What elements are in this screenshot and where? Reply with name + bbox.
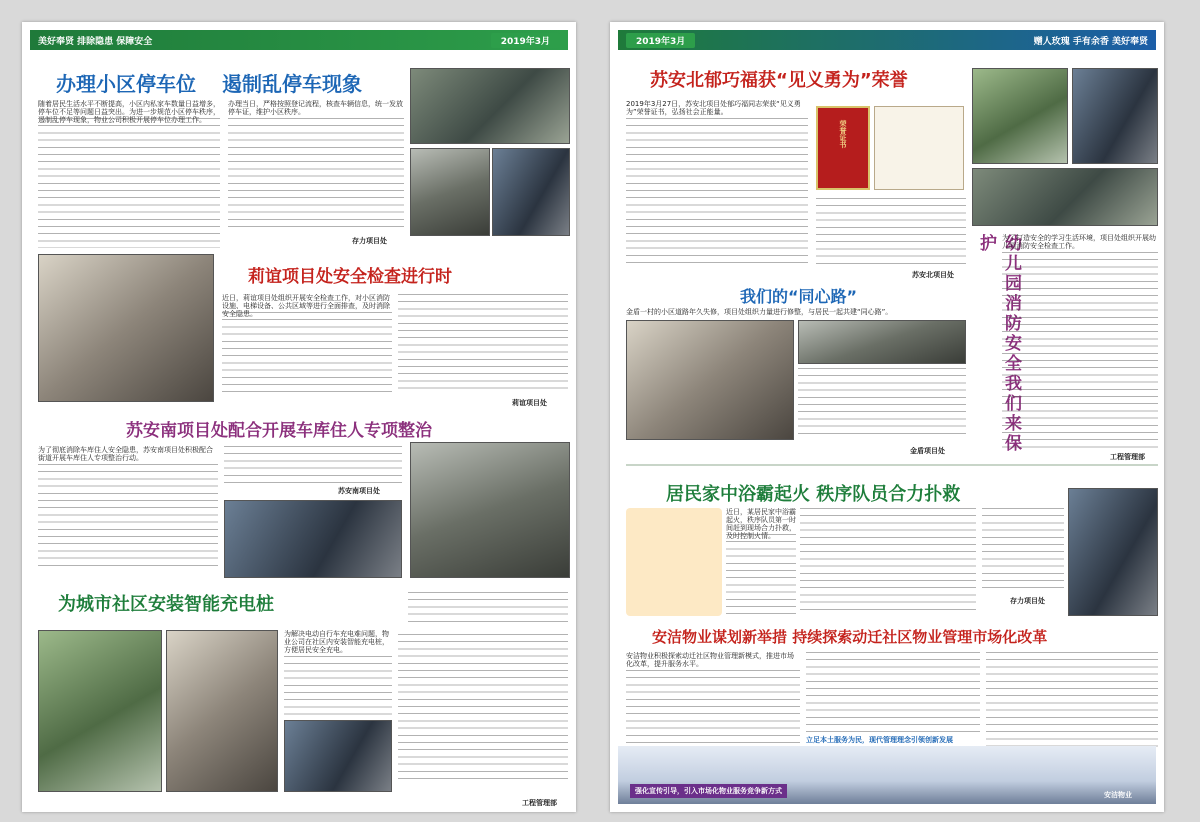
charging-photo-1: [38, 630, 162, 792]
article2-text: 近日，莉谊项目处组织开展安全检查工作，对小区消防设施、电梯设备、公共区域等进行全面排查，及时消除安全隐患。: [222, 294, 390, 318]
article4-title: 为城市社区安装智能充电桩: [58, 594, 274, 615]
left-header-slogan: 美好奉贤 排除隐患 保障安全: [38, 36, 153, 47]
charging-photo-2: [166, 630, 278, 792]
article3-text: 为了彻底消除车库住人安全隐患，苏安南项目处积极配合街道开展车库住人专项整治行动。: [38, 446, 213, 462]
right-article2-text: 金盾一村的小区道路年久失修，项目处组织力量进行修整，与居民一起共建“同心路”。: [626, 308, 893, 316]
article1-intro: 随着居民生活水平不断提高，小区内私家车数量日益增多，停车位不足等问题日益突出。为进一步规范小区停车秩序，遏制乱停车现象，物业公司积极开展停车位办理工作。: [38, 100, 220, 124]
kindergarten-photo-1: [972, 68, 1068, 164]
article1-body-lines: [38, 118, 220, 248]
kindergarten-photo-2: [1072, 68, 1158, 164]
right-article2-author: 金盾项目处: [910, 447, 945, 455]
right-article5-banner: 强化宣传引导，引入市场化物业服务竞争新方式: [630, 784, 787, 798]
article4-body-lines-2: [398, 634, 568, 784]
article2-title: 莉谊项目处安全检查进行时: [248, 267, 452, 287]
parking-photo-3: [492, 148, 570, 236]
right-article5-title: 安洁物业谋划新举措 持续探索动迁社区物业管理市场化改革: [652, 628, 1048, 646]
fire-rescue-photo: [1068, 488, 1158, 616]
right-article1-body-lines-2: [816, 198, 966, 268]
garage-photo-1: [224, 500, 402, 578]
right-article5-body-lines-2: [806, 652, 980, 732]
article4-text: 为解决电动自行车充电难问题，物业公司在社区内安装智能充电桩，方便居民安全充电。: [284, 630, 389, 654]
right-article3-text: 为了打造安全的学习生活环境，项目处组织开展幼儿园消防安全检查工作。: [1002, 234, 1156, 250]
honor-certificate-cover: [816, 106, 870, 190]
article2-author: 莉谊项目处: [512, 399, 547, 407]
article1-text2: 办理当日，严格按照登记流程，核查车辆信息，统一发放停车证，维护小区秩序。: [228, 100, 403, 116]
right-article5-subhead: 立足本土服务为民，现代管理理念引领创新发展: [806, 736, 953, 744]
fire-safety-cartoon: [626, 508, 722, 616]
parking-photo-1: [410, 68, 570, 144]
right-article5-body-lines-3: [986, 652, 1158, 752]
right-header-slogan: 赠人玫瑰 手有余香 美好奉贤: [1033, 36, 1148, 47]
article3-body-lines-2: [224, 446, 402, 486]
right-article3-author: 工程管理部: [1110, 453, 1145, 461]
right-article2-body-lines: [798, 368, 966, 440]
right-article2-title: 我们的“同心路”: [740, 287, 858, 306]
right-page-header: [618, 30, 1156, 50]
article2-body-lines-2: [398, 294, 568, 392]
right-article1-text: 2019年3月27日，苏安北项目处郁巧福同志荣获“见义勇为”荣誉证书，弘扬社会正能量。: [626, 100, 801, 116]
article4-author: 工程管理部: [522, 799, 557, 807]
right-article3-body-lines: [1002, 252, 1158, 452]
article2-body-lines: [222, 312, 392, 398]
article4-body-lines-top: [408, 592, 568, 628]
right-article4-text: 近日，某居民家中浴霸起火，秩序队员第一时间赶到现场合力扑救，及时控制火情。: [726, 508, 796, 540]
right-article5-author: 安洁物业: [1104, 791, 1132, 799]
cert-label: 荣誉证书: [839, 120, 847, 148]
article1-author: 存力项目处: [352, 237, 387, 245]
parking-photo-2: [410, 148, 490, 236]
right-article4-body-lines: [726, 534, 796, 614]
article1-title-part1: 办理小区停车位: [56, 72, 196, 96]
right-article4-body-lines-2: [800, 508, 976, 616]
right-article4-author: 存力项目处: [1010, 597, 1045, 605]
right-article4-title: 居民家中浴霸起火 秩序队员合力扑救: [666, 484, 961, 505]
article3-title: 苏安南项目处配合开展车库住人专项整治: [126, 421, 432, 441]
road-repair-photo-1: [626, 320, 794, 440]
article1-body-lines-2: [228, 118, 404, 230]
left-page-header: [30, 30, 568, 50]
right-article3-vertical-title: 幼儿园消防安全我们来保护: [976, 234, 1021, 454]
honor-certificate-page: [874, 106, 964, 190]
right-article1-author: 苏安北项目处: [912, 271, 954, 279]
right-article1-title: 苏安北郁巧福获“见义勇为”荣誉: [650, 70, 908, 91]
right-page: [610, 22, 1164, 812]
article4-body-lines: [284, 656, 392, 716]
article3-body-lines: [38, 464, 218, 572]
left-page: [22, 22, 576, 812]
left-header-date: 2019年3月: [491, 33, 560, 48]
kindergarten-photo-3: [972, 168, 1158, 226]
safety-check-photo: [38, 254, 214, 402]
right-header-date: 2019年3月: [626, 33, 695, 48]
article3-author: 苏安南项目处: [338, 487, 380, 495]
road-repair-photo-2: [798, 320, 966, 364]
article1-title-part2: 遏制乱停车现象: [222, 72, 362, 96]
right-article5-text: 安洁物业积极探索动迁社区物业管理新模式，推进市场化改革，提升服务水平。: [626, 652, 794, 668]
right-article1-body-lines: [626, 118, 808, 268]
right-article4-body-lines-3: [982, 508, 1064, 588]
charging-photo-3: [284, 720, 392, 792]
garage-photo-2: [410, 442, 570, 578]
section-divider: [626, 464, 1158, 466]
